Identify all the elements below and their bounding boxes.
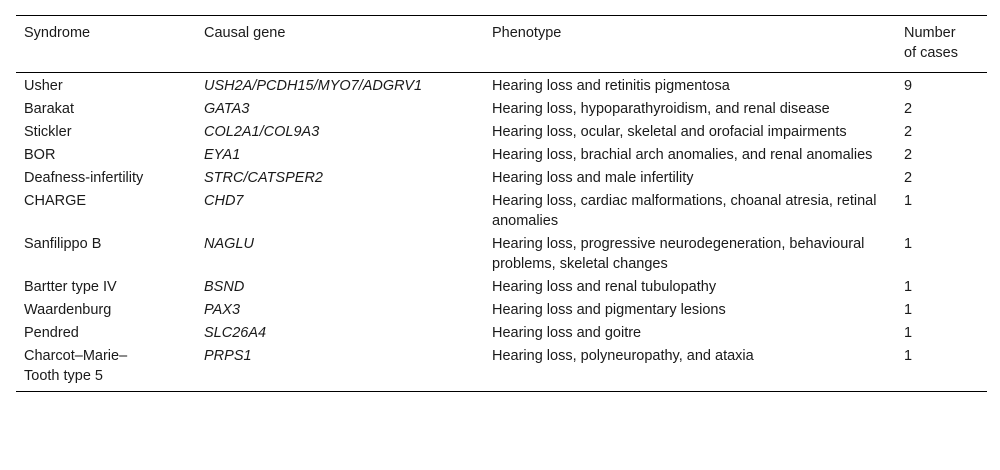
table-header (16, 16, 987, 73)
phenotype-cell: Hearing loss, cardiac malformations, choanal atresia, retinal anomalies (492, 193, 877, 229)
table-body (16, 73, 987, 392)
syndrome-cell: BOR (24, 147, 56, 163)
number-of-cases-cell: 2 (904, 170, 913, 186)
number-of-cases-cell: 1 (904, 279, 913, 295)
phenotype-cell: Hearing loss, brachial arch anomalies, and renal anomalies (492, 147, 873, 163)
phenotype-cell: Hearing loss and male infertility (492, 170, 694, 186)
phenotype-cell: Hearing loss and pigmentary lesions (492, 302, 726, 318)
header-row (16, 16, 987, 73)
causal-gene-cell: GATA3 (204, 101, 250, 117)
causal-gene-cell: BSND (204, 279, 245, 295)
phenotype-cell: Hearing loss, hypoparathyroidism, and renal disease (492, 101, 830, 117)
table-row (16, 144, 987, 167)
phenotype-cell: Hearing loss, ocular, skeletal and orofacial impairments (492, 124, 847, 140)
table-row (16, 299, 987, 322)
causal-gene-cell: USH2A/PCDH15/MYO7/ADGRV1 (204, 78, 423, 94)
causal-gene-cell: STRC/CATSPER2 (204, 170, 323, 186)
header-number-of-cases: Number of cases (904, 25, 958, 61)
syndrome-cell: Sanfilippo B (24, 236, 102, 252)
table-row (16, 121, 987, 144)
syndrome-cell: CHARGE (24, 193, 87, 209)
syndrome-cell: Usher (24, 78, 63, 94)
table-row (16, 73, 987, 99)
table-row (16, 190, 987, 233)
syndrome-cell: Barakat (24, 101, 74, 117)
syndrome-cell: Deafness-infertility (24, 170, 144, 186)
syndrome-cell: Charcot–Marie–Tooth type 5 (24, 348, 128, 384)
table-row (16, 233, 987, 276)
causal-gene-cell: PRPS1 (204, 348, 252, 364)
number-of-cases-cell: 1 (904, 236, 913, 252)
causal-gene-cell: EYA1 (204, 147, 241, 163)
phenotype-cell: Hearing loss, progressive neurodegeneration, behavioural problems, skeletal changes (492, 236, 865, 272)
table-row (16, 167, 987, 190)
header-causal-gene: Causal gene (204, 25, 286, 41)
syndrome-cell: Waardenburg (24, 302, 112, 318)
number-of-cases-cell: 1 (904, 193, 913, 209)
number-of-cases-cell: 1 (904, 302, 913, 318)
table-row (16, 98, 987, 121)
table-row (16, 345, 987, 392)
number-of-cases-cell: 2 (904, 124, 913, 140)
causal-gene-cell: NAGLU (204, 236, 254, 252)
causal-gene-cell: SLC26A4 (204, 325, 267, 341)
causal-gene-cell: COL2A1/COL9A3 (204, 124, 320, 140)
number-of-cases-cell: 9 (904, 78, 913, 94)
number-of-cases-cell: 1 (904, 325, 913, 341)
phenotype-cell: Hearing loss and goitre (492, 325, 642, 341)
number-of-cases-cell: 2 (904, 147, 913, 163)
table-row (16, 276, 987, 299)
phenotype-cell: Hearing loss and renal tubulopathy (492, 279, 717, 295)
syndromes-table-container (16, 15, 987, 392)
phenotype-cell: Hearing loss, polyneuropathy, and ataxia (492, 348, 754, 364)
number-of-cases-cell: 2 (904, 101, 913, 117)
header-syndrome: Syndrome (24, 25, 91, 41)
phenotype-cell: Hearing loss and retinitis pigmentosa (492, 78, 730, 94)
syndromes-table (16, 15, 987, 392)
number-of-cases-cell: 1 (904, 348, 913, 364)
syndrome-cell: Bartter type IV (24, 279, 117, 295)
causal-gene-cell: CHD7 (204, 193, 244, 209)
syndrome-cell: Stickler (24, 124, 72, 140)
causal-gene-cell: PAX3 (204, 302, 241, 318)
table-row (16, 322, 987, 345)
syndrome-cell: Pendred (24, 325, 79, 341)
header-phenotype: Phenotype (492, 25, 562, 41)
